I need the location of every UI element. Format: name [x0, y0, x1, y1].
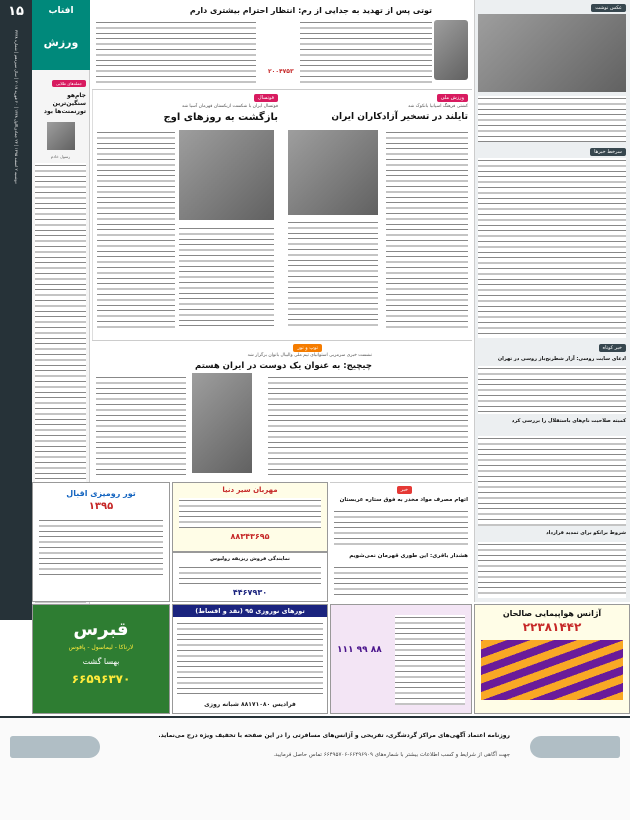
totti-body: [300, 20, 432, 85]
football-photo: [179, 130, 274, 220]
ad-mehraban-title: مهربان سیر دنیا: [222, 486, 278, 494]
ad-salehan: [474, 604, 630, 714]
ad-mehraban-body: [179, 498, 321, 528]
hoshyar-body: [334, 565, 468, 599]
bottom-banner: [0, 716, 630, 820]
ad-nowruz-body: [177, 621, 323, 697]
chess-kicker: نشست خبری سرمربی استوانیای تیم ملی والیبال بانوان برگزار شد: [247, 353, 372, 358]
totti-body-2: [96, 20, 256, 85]
totti-phone: ۲۰۰۴۷۵۳: [268, 68, 294, 75]
esteghlal-body: [334, 509, 468, 549]
left-tag: جمله‌های طلایی: [52, 80, 86, 87]
ad-nowruz-footer: فرادیس ۸۸۱۷۱۰۸۰ شبانه روزی: [204, 701, 296, 708]
chess-tag: توپ و تور: [293, 344, 322, 352]
wrestling-kicker: کشتی فرهنگ اسپانیا بانکوک شد: [408, 104, 468, 109]
football-body: [97, 130, 175, 330]
right-column: [474, 0, 630, 602]
esteghlal-headline: اتهام مصرف مواد مخدر به فوق ستاره عربستان: [339, 497, 468, 503]
ad-salehan-body: [481, 640, 623, 700]
chess-headline: چیچیج: به عنوان یک دوست در ایران هستم: [195, 361, 372, 371]
wrestling-photo: [288, 130, 378, 215]
ad-mehraban-phone: ۸۸۳۴۳۶۹۵: [230, 532, 270, 541]
brief3: شروط برانکو برای تمدید قرارداد: [546, 530, 626, 536]
wrestling-body-2: [288, 220, 378, 330]
ad-salehan-phone: ۲۲۳۸۱۴۴۲: [522, 620, 582, 634]
wrestling-tag: ورزش ملی: [437, 94, 468, 102]
ad-nowruz-title: تورهای نوروزی ۹۵ (نقد و اقساط): [173, 605, 327, 617]
chess-body: [268, 375, 468, 475]
ad-eghbal-body: [39, 518, 163, 578]
ad-eghbal-year: ۱۳۹۵: [88, 501, 114, 512]
ad-cyprus: [32, 604, 170, 714]
bottom-line1: روزنامه اعتماد آگهی‌های مراکز گردشگری، تفریحی و آژانس‌های مسافرتی را در این صفحه با تخفیف ویژه درج می‌نماید.: [158, 732, 510, 739]
ad-cyprus-title: قبرس: [73, 619, 129, 640]
esteghlal-tag: خبر: [397, 486, 412, 494]
brief1-body: [478, 366, 626, 414]
photo-tag: عکس نوشت: [591, 4, 626, 12]
ad-salehan-title: آژانس هواپیمایی صالحان: [502, 609, 602, 618]
brief-tag: خبر کوتاه: [599, 344, 626, 352]
section-title: ورزش: [43, 36, 79, 49]
page-number: ۱۵: [8, 4, 24, 19]
ad-rolius-body: [179, 565, 321, 585]
logo: آفتاب: [48, 6, 74, 16]
brief1: ادعای سایت روسی: آزار شطرنج‌باز روسی در تهران: [497, 356, 626, 362]
ad-rolius-title: نمایندگی فروش ریزیفه رولیوس: [210, 556, 290, 562]
news-tag: سرخط خبرها: [590, 148, 626, 156]
wrestling-body: [386, 130, 468, 330]
football-body-2: [179, 226, 274, 330]
right-photo-body: [478, 96, 626, 142]
left-caption: رسول خادم: [50, 154, 71, 159]
brief2-body: [478, 436, 626, 526]
bottom-line2: جهت آگاهی از شرایط و کسب اطلاعات بیشتر با شماره‌های ۶۶۴۹۶۹۰۹-۶۶۴۹۵۷۰۶ تماس حاصل فرمایید.: [273, 752, 510, 758]
brief3-body: [478, 542, 626, 598]
esteghlal-article: [330, 482, 472, 602]
right-photo: [478, 14, 626, 92]
wrestling-headline: تایلند در تسخیر آزادکاران ایران: [331, 112, 468, 122]
wrestling-article: [282, 90, 472, 340]
totti-article: [92, 0, 472, 90]
airplane-icon: [10, 736, 100, 758]
ad-nowruz: [172, 604, 328, 714]
football-kicker: فوتسال ایران با شکست ازبکستان قهرمان آسیا شد: [181, 104, 278, 109]
ad-cyprus-sub: لارناکا - لیماسول - پافوس: [68, 644, 134, 651]
totti-photo: [434, 20, 468, 80]
brief2: کمیته صلاحیت نام‌های باستقلال را بررسی کرد: [511, 418, 626, 424]
airplane-icon-right: [530, 736, 620, 758]
ad-fly: [330, 604, 472, 714]
chess-article: [92, 340, 472, 480]
totti-headline: توتی پس از تهدید به جدایی از رم: انتظار احترام بیشتری دارم: [189, 6, 432, 15]
ad-fly-phone: ۸۸ ۹۹ ۱۱۱: [337, 645, 382, 655]
ad-mehraban: [172, 482, 328, 552]
left-photo: [47, 122, 75, 150]
football-tag: فوتسال: [254, 94, 278, 102]
ad-eghbal: [32, 482, 170, 602]
football-headline: بازگشت به روزهای اوج: [163, 112, 278, 123]
chess-body-2: [96, 375, 186, 475]
hoshyar-headline: هشدار باقری: این طوری قهرمان نمی‌شویم: [349, 553, 468, 559]
football-article: [92, 90, 282, 340]
chess-photo: [192, 373, 252, 473]
ad-rolius-phone: ۴۴۶۷۹۳۰: [232, 588, 268, 597]
ad-rolius: [172, 552, 328, 602]
right-news-body: [478, 158, 626, 338]
left-headline: جام‌هو سنگین‌ترین تورنمنت‌ها بود: [43, 92, 86, 115]
ad-fly-body: [395, 615, 465, 705]
ad-cyprus-phone: ۶۶۵۹۶۳۷۰: [71, 672, 131, 686]
ad-eghbal-title: تور رومیزی اقبال: [66, 489, 136, 498]
date-line: دوشنبه ۲ اسفند ۱۳۹۵ | ۲۳ جمادی‌الاول ۱۴۳۸ | ۲۰ فوریه ۲۰۱۷ | سال سیزدهم | شماره ۳۴۳۸: [14, 30, 19, 184]
ad-cyprus-sub2: بهسا گشت: [82, 657, 120, 666]
